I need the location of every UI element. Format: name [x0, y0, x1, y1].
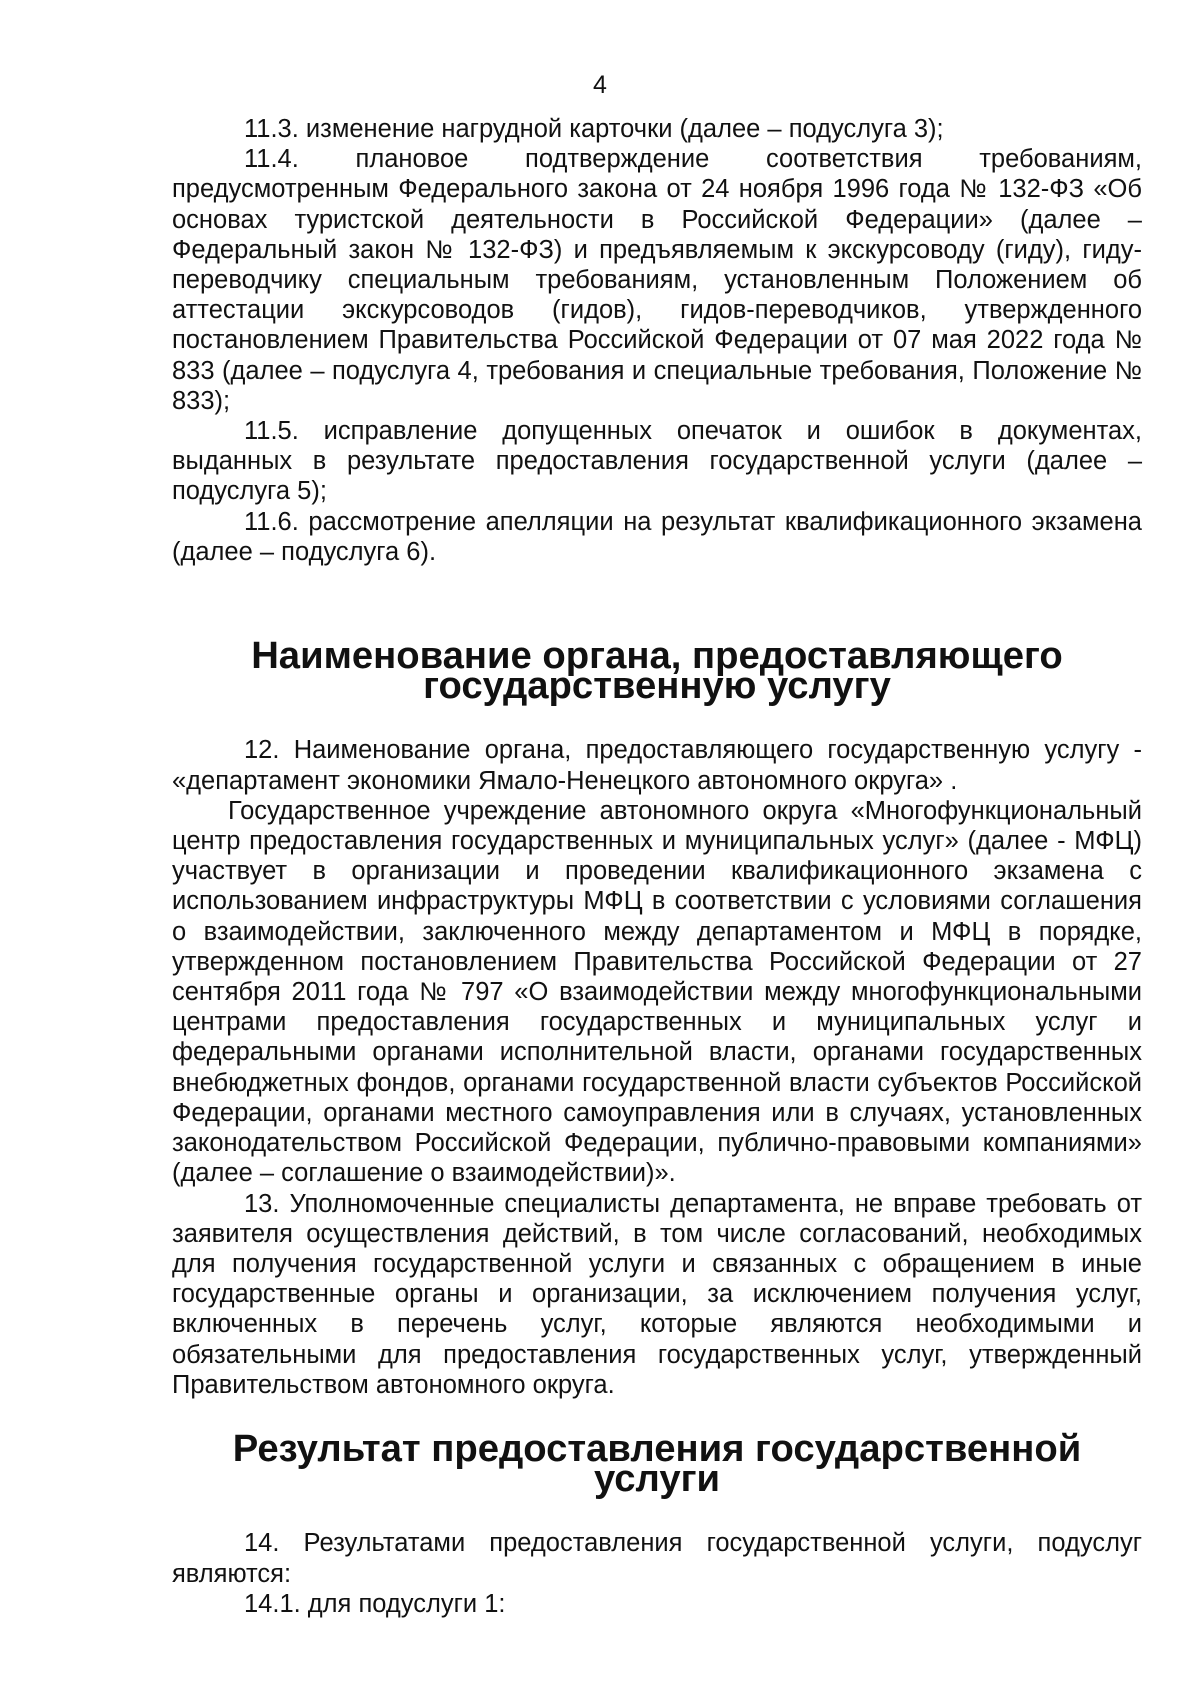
section-heading-result: Результат предоставления государственной услуги	[232, 1426, 1082, 1501]
section-heading-authority: Наименование органа, предоставляющего государственную услугу	[251, 634, 1063, 708]
paragraph-11-3: 11.3. изменение нагрудной карточки (далее – подуслуга 3);	[244, 115, 944, 143]
paragraph-11-5: 11.5. исправление допущенных опечаток и ошибок в документах, выданных в результате предоставления государственной услуги (далее – подуслуга 5);	[172, 417, 1142, 506]
paragraph-11-6: 11.6. рассмотрение апелляции на результат квалификационного экзамена (далее – подуслуга 6).	[172, 507, 1142, 566]
paragraph-11-4: 11.4. плановое подтверждение соответствия требованиям, предусмотренным Федерального закона от 24 ноября 1996 года № 132-ФЗ «Об основах туристской деятельности в Российской Федерации» (далее – Федеральный закон № 132-ФЗ) и предъявляемым к экскурсоводу (гиду), гиду-переводчику специальным требованиям, установленным Положением об аттестации экскурсоводов (гидов), гидов-переводчиков, утвержденного постановлением Правительства Российской Федерации от 07 мая 2022 года № 833 (далее – подуслуга 4, требования и специальные требования, Положение № 833);	[172, 145, 1142, 415]
paragraph-14-1: 14.1. для подуслуги 1:	[244, 1589, 506, 1618]
paragraph-14: 14. Результатами предоставления государственной услуги, подуслуг являются:	[172, 1529, 1142, 1588]
paragraph-12: 12. Наименование органа, предоставляющего государственную услугу - «департамент экономики Ямало-Ненецкого автономного округа» .	[172, 736, 1142, 795]
spacer	[172, 567, 1142, 641]
page-number: 4	[593, 71, 607, 99]
paragraph-13: 13. Уполномоченные специалисты департамента, не вправе требовать от заявителя осуществления действий, в том числе согласований, необходимых для получения государственной услуги и связанных с обращением в иные государственные органы и организации, за исключением получения услуг, включенных в перечень услуг, которые являются необходимыми и обязательными для предоставления государственных услуг, утвержденный Правительством автономного округа.	[172, 1189, 1142, 1399]
document-body	[172, 114, 1142, 1619]
paragraph-mfc: Государственное учреждение автономного округа «Многофункциональный центр предоставления государственных и муниципальных услуг» (далее - МФЦ) участвует в организации и проведении квалификационного экзамена с использованием инфраструктуры МФЦ в соответствии с условиями соглашения о взаимодействии, заключенного между департаментом и МФЦ в порядке, утвержденном постановлением Правительства Российской Федерации от 27 сентября 2011 года № 797 «О взаимодействии между многофункциональными центрами предоставления государственных и муниципальных услуг и федеральными органами исполнительной власти, органами государственных внебюджетных фондов, органами государственной власти субъектов Российской Федерации, органами местного самоуправления или в случаях, установленных законодательством Российской Федерации, публично-правовыми компаниями» (далее – соглашение о взаимодействии)».	[172, 796, 1142, 1188]
